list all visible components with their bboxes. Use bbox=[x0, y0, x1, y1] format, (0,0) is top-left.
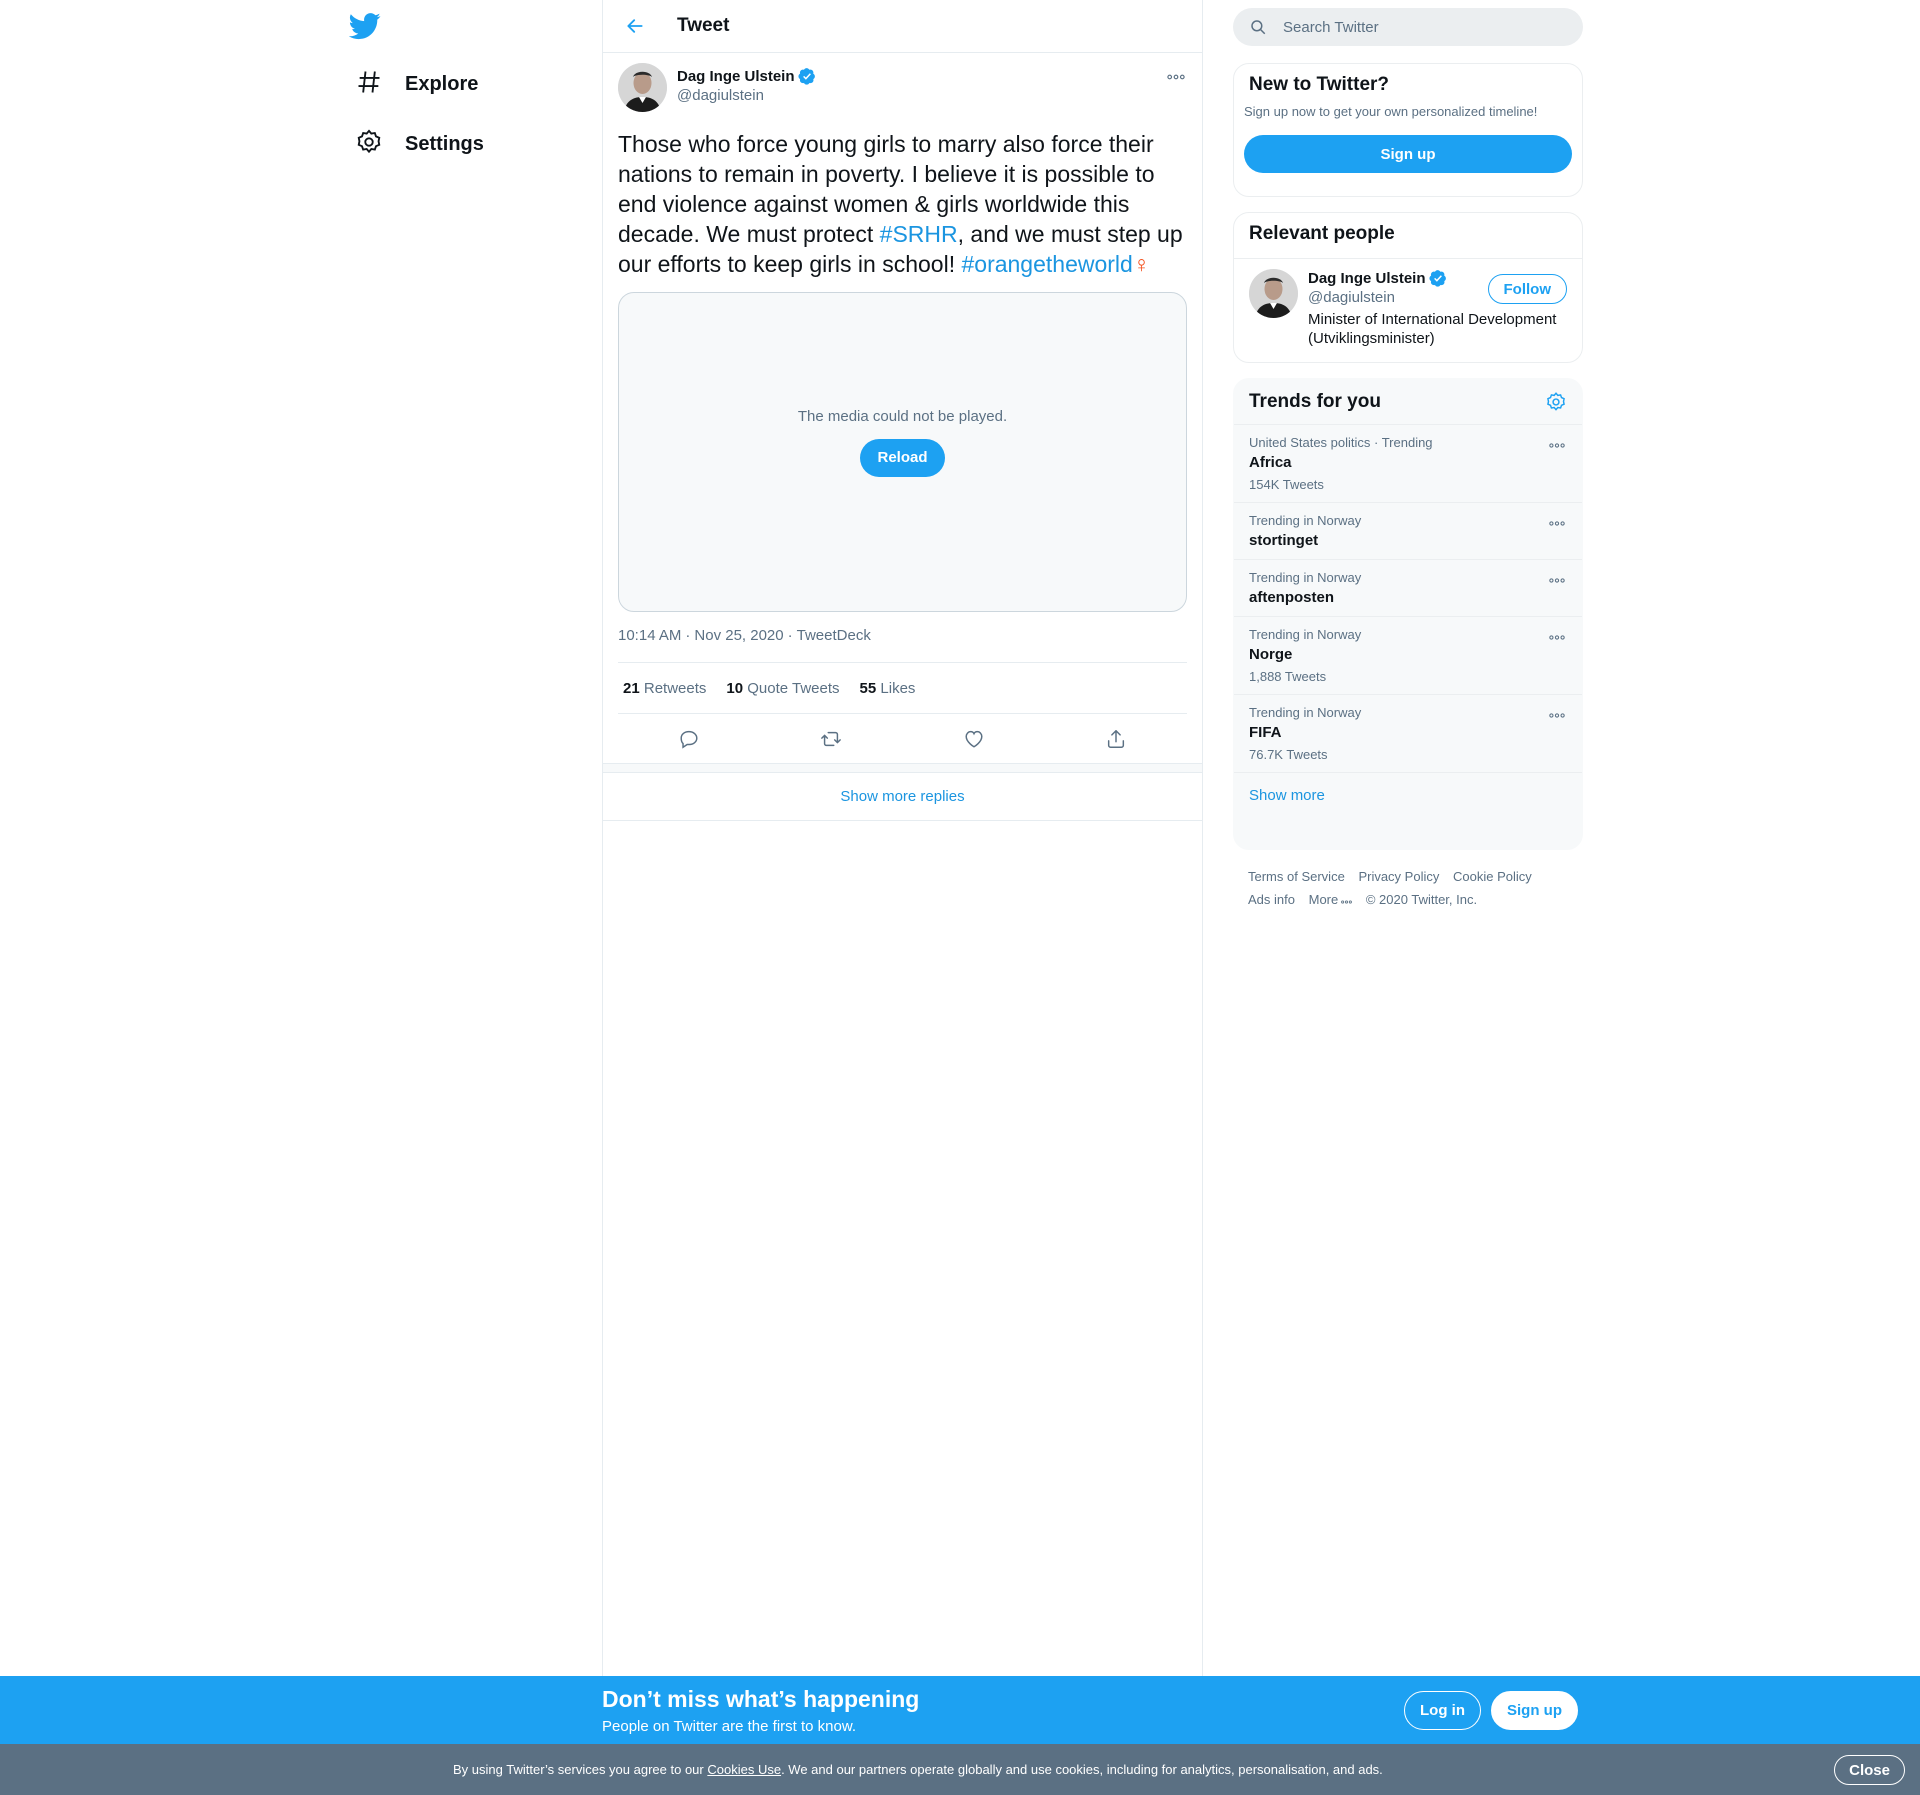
more-dots-icon[interactable] bbox=[1547, 629, 1567, 645]
trend-context: Trending in Norway bbox=[1249, 570, 1362, 585]
search-icon bbox=[1249, 18, 1267, 36]
section-divider bbox=[603, 763, 1202, 773]
trends-card bbox=[1233, 378, 1583, 850]
verified-badge-icon bbox=[1429, 269, 1447, 287]
nav-item-explore[interactable] bbox=[345, 60, 488, 108]
tweet-stats bbox=[618, 663, 1187, 714]
log-in-button[interactable]: Log in bbox=[1404, 1691, 1481, 1730]
reload-button[interactable]: Reload bbox=[860, 439, 944, 477]
page-header bbox=[603, 0, 1202, 53]
tweet-text-part: Those who force young girls to marry also force their nations to remain in poverty. I believe it is possible to end violence against women & girls worldwide this decade. We must protect bbox=[618, 131, 1155, 247]
tweet-meta: 10:14 AM · Nov 25, 2020 · TweetDeck bbox=[618, 627, 1187, 663]
like-button[interactable] bbox=[956, 721, 992, 757]
trend-count: 76.7K Tweets bbox=[1249, 747, 1328, 762]
trends-header bbox=[1234, 379, 1582, 425]
cookie-text: By using Twitter’s services you agree to our Cookies Use. We and our partners operate globally and use cookies, including for analytics, personalisation, and ads. bbox=[453, 1762, 1383, 1777]
tweet bbox=[603, 53, 1202, 764]
share-button[interactable] bbox=[1098, 721, 1134, 757]
banner-sign-up-button[interactable]: Sign up bbox=[1491, 1691, 1578, 1730]
person-item[interactable] bbox=[1234, 259, 1582, 358]
media-error-message: The media could not be played. bbox=[797, 407, 1008, 425]
tweet-date[interactable]: Nov 25, 2020 bbox=[694, 627, 784, 644]
card-title: New to Twitter? bbox=[1249, 74, 1390, 95]
footer-link-privacy[interactable]: Privacy Policy bbox=[1358, 869, 1440, 884]
tweet-text bbox=[618, 129, 1193, 279]
trend-name: aftenposten bbox=[1249, 589, 1335, 606]
footer-link-cookie[interactable]: Cookie Policy bbox=[1452, 869, 1532, 884]
person-handle[interactable]: @dagiulstein bbox=[1308, 289, 1395, 306]
more-dots-icon[interactable] bbox=[1547, 572, 1567, 588]
cookie-bar bbox=[0, 1744, 1920, 1795]
avatar[interactable] bbox=[1249, 269, 1298, 318]
show-more-trends-link[interactable]: Show more bbox=[1249, 787, 1325, 804]
cookies-use-link[interactable]: Cookies Use bbox=[707, 1762, 782, 1777]
gear-icon[interactable] bbox=[1545, 391, 1567, 413]
trend-name: Norge bbox=[1249, 646, 1293, 663]
media-player bbox=[618, 292, 1187, 612]
more-dots-icon[interactable] bbox=[1547, 515, 1567, 531]
hashtag-link-orangetheworld[interactable]: #orangetheworld bbox=[961, 251, 1133, 277]
sign-up-button[interactable]: Sign up bbox=[1244, 135, 1572, 173]
trend-name: FIFA bbox=[1249, 724, 1282, 741]
tweet-text-part: , and we must step up our efforts to keep girls in school! bbox=[618, 221, 1183, 277]
footer-link-ads[interactable]: Ads info bbox=[1248, 892, 1295, 907]
close-button[interactable]: Close bbox=[1834, 1755, 1905, 1785]
retweet-button[interactable] bbox=[813, 721, 849, 757]
footer-link-more[interactable]: More bbox=[1309, 892, 1353, 907]
heart-icon bbox=[963, 728, 985, 750]
copyright: © 2020 Twitter, Inc. bbox=[1365, 892, 1478, 907]
tweet-time[interactable]: 10:14 AM bbox=[618, 627, 682, 644]
nav-item-settings[interactable] bbox=[345, 120, 494, 168]
search-input[interactable] bbox=[1283, 19, 1563, 36]
trend-count: 1,888 Tweets bbox=[1249, 669, 1327, 684]
arrow-left-icon bbox=[625, 16, 645, 36]
reply-button[interactable] bbox=[671, 721, 707, 757]
trend-name: Africa bbox=[1249, 454, 1292, 471]
trend-item[interactable] bbox=[1234, 503, 1582, 560]
verified-badge-icon bbox=[798, 67, 816, 85]
more-dots-icon bbox=[1341, 900, 1352, 904]
hashtag-icon bbox=[355, 68, 383, 101]
banner-subtitle: People on Twitter are the first to know. bbox=[602, 1718, 857, 1735]
signup-banner bbox=[0, 1676, 1920, 1744]
nav-item-label: Settings bbox=[405, 132, 484, 155]
more-dots-icon bbox=[1167, 74, 1185, 80]
author-name[interactable]: Dag Inge Ulstein bbox=[677, 67, 795, 85]
trend-item[interactable] bbox=[1234, 425, 1582, 503]
author-handle[interactable]: @dagiulstein bbox=[677, 87, 764, 104]
retweets-stat[interactable]: 21 Retweets bbox=[623, 679, 707, 697]
footer-link-terms[interactable]: Terms of Service bbox=[1248, 869, 1345, 884]
person-bio: Minister of International Development (Utviklingsminister) bbox=[1308, 311, 1557, 347]
likes-stat[interactable]: 55 Likes bbox=[859, 679, 916, 697]
back-button[interactable] bbox=[617, 8, 653, 44]
hashtag-link-srhr[interactable]: #SRHR bbox=[879, 221, 958, 247]
trend-name: stortinget bbox=[1249, 532, 1319, 549]
card-subtitle: Sign up now to get your own personalized timeline! bbox=[1244, 104, 1538, 119]
retweet-icon bbox=[820, 728, 842, 750]
card-title: Trends for you bbox=[1249, 390, 1381, 412]
trend-item[interactable] bbox=[1234, 695, 1582, 773]
page-title: Tweet bbox=[677, 15, 730, 36]
female-sign-icon: ♀ bbox=[1132, 251, 1151, 277]
trend-item[interactable] bbox=[1234, 617, 1582, 695]
more-options-button[interactable] bbox=[1164, 67, 1188, 87]
show-more-replies-button[interactable]: Show more replies bbox=[603, 773, 1202, 821]
search-bar[interactable] bbox=[1233, 8, 1583, 46]
trend-context: Trending in Norway bbox=[1249, 627, 1362, 642]
trend-context: Trending in Norway bbox=[1249, 705, 1362, 720]
twitter-bird-icon[interactable] bbox=[349, 10, 381, 42]
more-dots-icon[interactable] bbox=[1547, 707, 1567, 723]
card-title: Relevant people bbox=[1234, 213, 1582, 259]
tweet-actions bbox=[618, 714, 1187, 764]
share-icon bbox=[1105, 728, 1127, 750]
trend-count: 154K Tweets bbox=[1249, 477, 1324, 492]
tweet-source[interactable]: TweetDeck bbox=[796, 627, 871, 644]
tweet-author bbox=[618, 63, 1187, 123]
new-to-twitter-card bbox=[1233, 63, 1583, 197]
trend-context: Trending in Norway bbox=[1249, 513, 1362, 528]
trend-context: United States politics · Trending bbox=[1249, 435, 1433, 450]
trend-item[interactable] bbox=[1234, 560, 1582, 617]
footer-links bbox=[1248, 865, 1568, 911]
main-column bbox=[602, 0, 1203, 1795]
more-dots-icon[interactable] bbox=[1547, 437, 1567, 453]
reply-icon bbox=[678, 728, 700, 750]
gear-icon bbox=[355, 128, 383, 161]
person-name[interactable]: Dag Inge Ulstein bbox=[1308, 269, 1426, 287]
quote-tweets-stat[interactable]: 10 Quote Tweets bbox=[726, 679, 840, 697]
avatar[interactable] bbox=[618, 63, 667, 112]
relevant-people-card bbox=[1233, 212, 1583, 363]
follow-button[interactable]: Follow bbox=[1488, 274, 1568, 304]
banner-title: Don’t miss what’s happening bbox=[602, 1686, 920, 1712]
nav-item-label: Explore bbox=[405, 72, 479, 95]
